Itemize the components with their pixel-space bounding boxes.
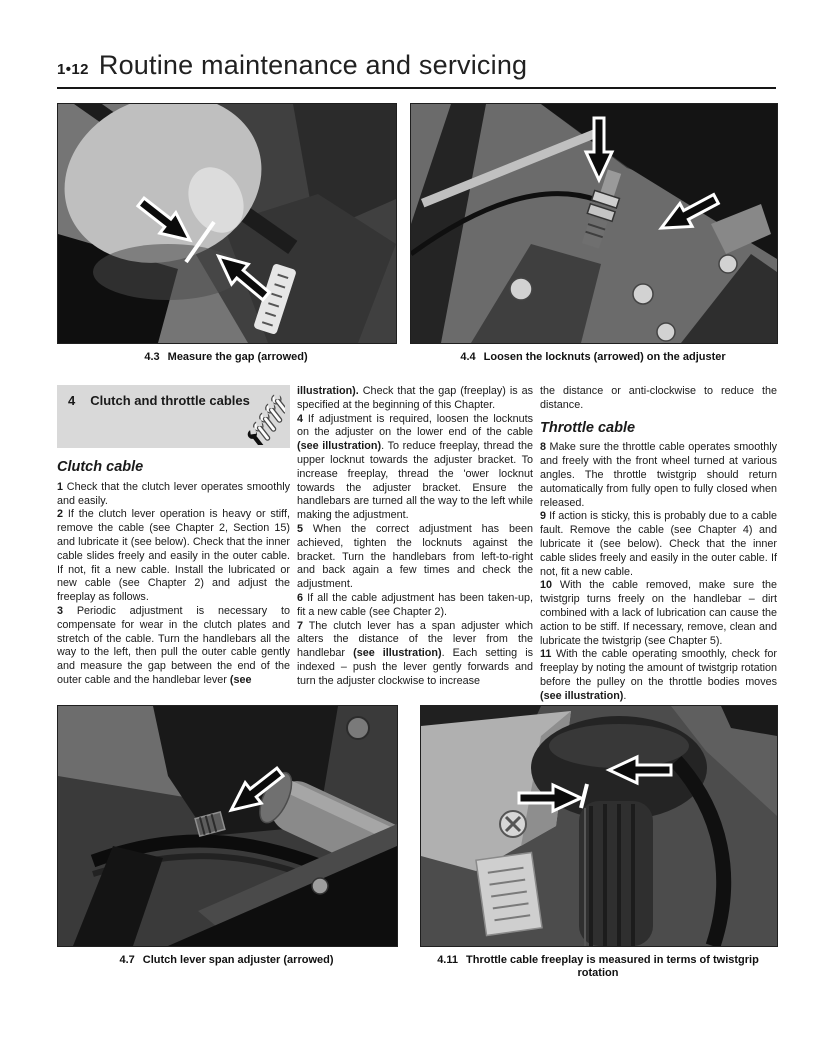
figure-caption-text: Clutch lever span adjuster (arrowed) [142,954,334,966]
header-rule [57,87,776,89]
paragraph-7-continued: the distance or anti-clockwise to reduce the distance. [540,385,777,411]
figure-4-7-photo [57,705,398,947]
wrench-icons [245,389,285,445]
text-column-2 [297,385,533,689]
section-number: 4 [68,393,76,408]
figure-4-11-caption [420,954,776,980]
figure-number: 4.11 [437,954,458,966]
page-title: Routine maintenance and servicing [98,50,528,80]
figure-number: 4.4 [460,351,476,363]
paragraph-9: 9 If action is sticky, this is probably due to a cable fault. Remove the cable (see Chapter 4) and lubricate it (see below). Check that the inner cable slides freely and easily in the outer cable. If not, fit a new cable. [540,510,777,578]
page-header [57,50,527,81]
paragraph-2: 2 If the clutch lever operation is heavy or stiff, remove the cable (see Chapter 2, Section 15) and lubricate it (see below). Check that the inner cable slides freely and easily in the outer cable. If not, fit a new cable. Install the lubricated or new cable (see Chapter 2) and adjust the freeplay as follows. [57,508,290,604]
twistgrip [579,801,653,946]
warning-label [476,852,542,935]
paragraph-11: 11 With the cable operating smoothly, check for freeplay by noting the amount of twistgrip rotation before the pulley on the throttle bodies moves (see illustration). [540,648,777,702]
figure-caption-text: Measure the gap (arrowed) [167,351,308,363]
figure-4-4-caption [410,351,776,364]
paragraph-5: 5 When the correct adjustment has been achieved, tighten the locknuts against the bracket. Turn the handlebars from left-to-right and back again a few times and check the adjustment. [297,522,533,591]
bolt-head [312,878,328,894]
paragraph-7: 7 The clutch lever has a span adjuster which alters the distance of the lever from the handlebar (see illustration). Each setting is indexed – push the lever gently forwards and turn the adjuster clockwise to increase [297,619,534,687]
screw-head [500,811,526,837]
paragraph-3: 3 Periodic adjustment is necessary to compensate for wear in the clutch plates and stretch of the cable. Turn the handlebars all the way to the left, then pull the outer cable gently and measure the gap between the end of the outer cable and the handlebar lever (see [57,604,290,686]
figure-4-3-photo [57,103,397,344]
paragraph-4: 4 If adjustment is required, loosen the locknuts on the adjuster on the lower end of the cable (see illustration). To reduce freeplay, thread the upper locknut towards the adjuster bracket. To increase freeplay, thread the 'ower locknut towards the adjuster bracket. Ensure the handlebars are turned all the way to the left while making the adjustment. [297,412,533,522]
figure-number: 4.3 [144,351,160,363]
clutch-cable-heading: Clutch cable [57,459,144,475]
section-heading-box [57,385,290,448]
figure-caption-text: Throttle cable freeplay is measured in terms of twistgrip rotation [466,954,759,979]
figure-4-11-photo [420,705,778,947]
figure-4-3-caption [57,351,395,364]
figure-4-11 [420,705,776,980]
section-title: Clutch and throttle cables [90,393,250,408]
figure-number: 4.7 [119,954,135,966]
paragraph-8: 8 Make sure the throttle cable operates smoothly and freely with the front wheel turned at various angles. The throttle twistgrip should return automatically from fully open to fully closed when released. [540,441,777,509]
text-column-3 [540,385,777,704]
paragraph-1: 1 Check that the clutch lever operates smoothly and easily. [57,480,290,507]
page-number: 1•12 [57,61,89,78]
figure-4-7-caption [57,954,396,967]
wrench-icon [245,390,285,445]
figure-4-7 [57,705,396,967]
throttle-cable-heading: Throttle cable [540,419,636,436]
paragraph-10: 10 With the cable removed, make sure the twistgrip turns freely on the handlebar – dirt combined with a lack of lubrication can cause the action to be stiff. If necessary, remove, clean and lubricate the twistgrip (see Chapter 5). [540,579,777,647]
figure-4-4-photo [410,103,778,344]
text-column-1 [57,385,290,688]
paragraph-6: 6 If all the cable adjustment has been taken-up, fit a new cable (see Chapter 2). [297,591,533,618]
paragraph-3-continued: illustration). Check that the gap (freeplay) is as specified at the beginning of this Chapter. [297,385,533,411]
figure-caption-text: Loosen the locknuts (arrowed) on the adjuster [483,351,726,363]
figure-4-4 [410,103,776,364]
figure-4-3 [57,103,395,364]
